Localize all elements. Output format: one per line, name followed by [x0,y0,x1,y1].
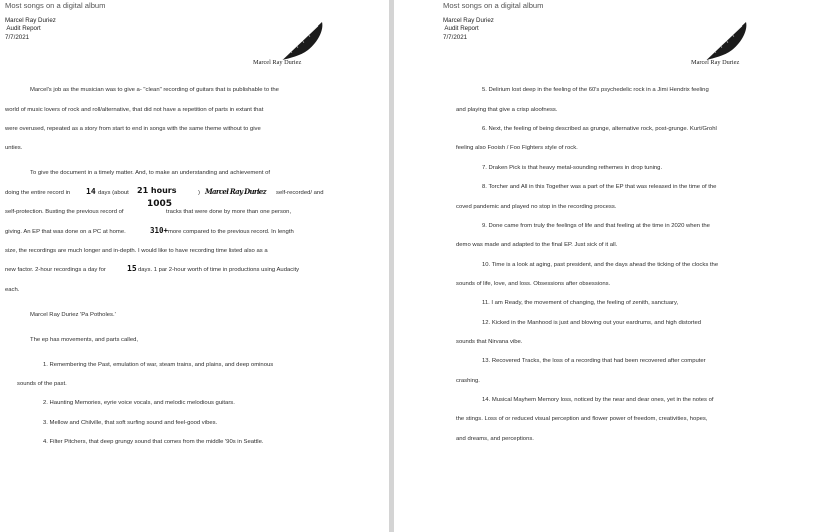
list-item: 9. Done came from truly the feelings of life and that feeling at the time in 2020 when the [482,223,710,229]
header-block [5,17,56,42]
document-page-left [0,0,389,532]
header-author: Marcel Ray Duriez [5,17,56,24]
list-item: the stings. Loss of or reduced visual perception and flower power of freedom, creativities, hopes, [456,416,708,422]
paragraph-line: world of music lovers of rock and roll/alternative, that did not have a repetition of parts in extant that [5,107,264,113]
paragraph-line: days (about [98,190,129,196]
header-report: Audit Report [443,25,479,33]
list-item: feeling also Fooish / Foo Fighters style of rock. [456,145,578,151]
handwritten-tracks: 1005 [147,199,173,209]
header-date: 7/7/2021 [5,33,30,41]
paragraph-line: self-protection. Busting the previous record of [5,209,124,215]
list-item: 4. Filter Pitchers, that deep grungy sound that comes from the middle '90s in Seattle. [43,439,264,445]
paragraph-line: ) [198,190,200,196]
list-item: crashing. [456,378,480,384]
list-item: sounds that Nirvana vibe. [456,339,523,345]
logo-text: Marcel Ray Duriez [253,59,302,66]
feather-logo-icon [278,20,328,62]
header-author: Marcel Ray Duriez [443,17,494,24]
list-item: 13. Recovered Tracks, the loss of a recording that had been recovered after computer [482,358,706,364]
feather-logo-icon [702,20,752,62]
handwritten-percent: 310+ [150,226,169,235]
paragraph-line: new factor. 2-hour recordings a day for [5,267,106,273]
list-item: demo was made and adapted to the final EP. Just sick of it all. [456,242,618,248]
header-date: 7/7/2021 [443,33,468,41]
document-title: Most songs on a digital album [443,1,544,10]
paragraph-line: To give the document in a timely matter. And, to make an understanding and achievement of [30,170,271,176]
paragraph-line: were overused, repeated as a story from start to end in songs with the same theme without to give [5,126,261,132]
list-item: 8. Torcher and All in this Together was a part of the EP that was released in the time of the [482,184,717,190]
list-item: 5. Delirium lost deep in the feeling of the 60's psychedelic rock in a Jimi Hendrix feeling [482,87,709,93]
paragraph-line: days. 1 par 2-hour worth of time in productions using Audacity [138,267,300,273]
document-page-right [394,0,830,532]
credit-line: Marcel Ray Duriez 'Pa Potholes.' [30,312,116,318]
list-item: 1. Remembering the Past, emulation of war, steam trains, and plains, and deep ominous [43,362,274,368]
list-item: 12. Kicked in the Manhood is just and blowing out your eardrums, and high distorted [482,320,702,326]
list-item: sounds of the past. [17,381,67,387]
list-item: 3. Mellow and Chilville, that soft surfing sound and feel-good vibes. [43,420,218,426]
document-title: Most songs on a digital album [5,1,106,10]
paragraph-line: unties. [5,145,23,151]
handwritten-days-2: 15 [127,264,137,273]
list-item: coved pandemic and played no stop in the recording process. [456,204,617,210]
list-item: 7. Draken Pick is that heavy metal-sounding rethemes in drop tuning. [482,165,663,171]
list-item: 10. Time is a look at aging, past president, and the days ahead the ticking of the clocks the [482,262,719,268]
list-item: and playing that give a crisp aloofness. [456,107,558,113]
logo-text: Marcel Ray Duriez [691,59,740,66]
list-item: 11. I am Ready, the movement of changing, the feeling of zenith, sanctuary, [482,300,679,306]
paragraph-line: size, the recordings are much longer and in-depth. I would like to have recording time listed also as a [5,248,268,254]
header-report: Audit Report [5,25,41,33]
list-item: and dreams, and perceptions. [456,436,534,442]
paragraph-line: self-recorded/ and [276,190,324,196]
handwritten-signature: Marcel Ray Duriez [205,187,266,196]
header-block [443,17,494,42]
list-item: 14. Musical Mayhem Memory loss, noticed by the near and dear ones, yet in the notes of [482,397,714,403]
paragraph-line: more compared to the previous record. In length [168,229,294,235]
paragraph-line: giving. An EP that was done on a PC at home. [5,229,126,235]
paragraph-line: Marcel's job as the musician was to give a- "clean" recording of guitars that is publishable to the [30,87,279,93]
list-item: 2. Haunting Memories, eyrie voice vocals, and melodic melodious guitars. [43,400,235,406]
paragraph-line: doing the entire record in [5,190,71,196]
handwritten-hours: 21 hours [137,186,177,195]
paragraph-line: each. [5,287,20,293]
list-item: 6. Next, the feeling of being described as grunge, alternative rock, post-grunge. Kurt/Grohl [482,126,717,132]
list-item: sounds of life, love, and loss. Obsessions after obsessions. [456,281,611,287]
handwritten-days: 14 [86,187,96,196]
paragraph-line: tracks that were done by more than one person, [166,209,292,215]
intro-line: The ep has movements, and parts called, [30,337,139,343]
